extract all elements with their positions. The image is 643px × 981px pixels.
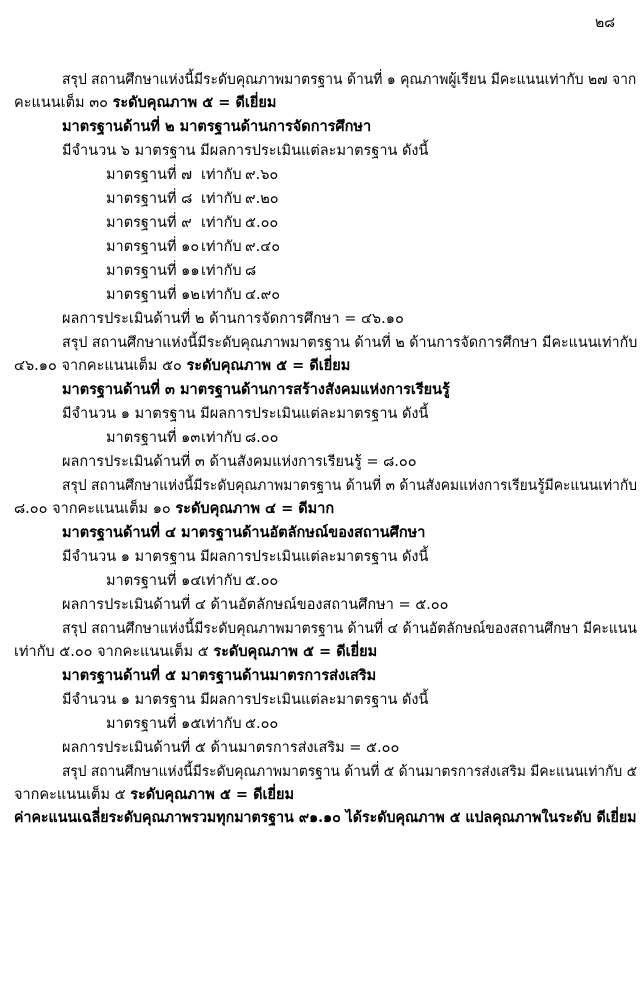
section2-heading: มาตรฐานด้านที่ ๒ มาตรฐานด้านการจัดการศึกษา (62, 118, 372, 135)
standard-item: มาตรฐานที่ ๑๑เท่ากับ ๘ (106, 263, 257, 279)
section4-level: ระดับคุณภาพ ๕ = ดีเยี่ยม (213, 643, 378, 660)
section3-level: ระดับคุณภาพ ๔ = ดีมาก (175, 500, 335, 517)
section5-level: ระดับคุณภาพ ๕ = ดีเยี่ยม (130, 786, 295, 803)
section4-result: ผลการประเมินด้านที่ ๔ ด้านอัตลักษณ์ของสถานศึกษา = ๕.๐๐ (62, 597, 449, 613)
section3-heading: มาตรฐานด้านที่ ๓ มาตรฐานด้านการสร้างสังคมแห่งการเรียนรู้ (62, 381, 450, 398)
standard-item: มาตรฐานที่ ๑๒เท่ากับ ๔.๙๐ (106, 287, 281, 303)
section3-summary-line2 (14, 499, 334, 519)
section5-result: ผลการประเมินด้านที่ ๕ ด้านมาตรการส่งเสริม = ๕.๐๐ (62, 740, 400, 756)
section4-intro: มีจำนวน ๑ มาตรฐาน มีผลการประเมินแต่ละมาตรฐาน ดังนี้ (62, 549, 429, 565)
section4-score: เท่ากับ ๕.๐๐ จากคะแนนเต็ม ๕ (14, 644, 214, 660)
section2-summary-line1: สรุป สถานศึกษาแห่งนี้มีระดับคุณภาพมาตรฐาน ด้านที่ ๒ ด้านการจัดการศึกษา มีคะแนนเท่ากับ (62, 335, 638, 351)
section2-score: ๔๖.๑๐ จากคะแนนเต็ม ๕๐ (14, 358, 187, 374)
section1-summary-line1: สรุป สถานศึกษาแห่งนี้มีระดับคุณภาพมาตรฐาน ด้านที่ ๑ คุณภาพผู้เรียน มีคะแนนเท่ากับ ๒๗ จาก (62, 72, 637, 88)
overall-summary: ค่าคะแนนเฉลี่ยระดับคุณภาพรวมทุกมาตรฐาน ๙๑.๑๐ ได้ระดับคุณภาพ ๕ แปลคุณภาพในระดับ ดีเยี่ยม (14, 809, 637, 826)
section3-summary-line1: สรุป สถานศึกษาแห่งนี้มีระดับคุณภาพมาตรฐาน ด้านที่ ๓ ด้านสังคมแห่งการเรียนรู้มีคะแนนเท่ากับ (62, 478, 638, 494)
section4-summary-line1: สรุป สถานศึกษาแห่งนี้มีระดับคุณภาพมาตรฐาน ด้านที่ ๔ ด้านอัตลักษณ์ของสถานศึกษา มีคะแนน (62, 621, 637, 637)
section5-intro: มีจำนวน ๑ มาตรฐาน มีผลการประเมินแต่ละมาตรฐาน ดังนี้ (62, 692, 429, 708)
section3-result: ผลการประเมินด้านที่ ๓ ด้านสังคมแห่งการเรียนรู้ = ๘.๐๐ (62, 454, 417, 470)
section2-summary-line2 (14, 356, 350, 376)
section4-summary-line2 (14, 642, 377, 662)
standard-item: มาตรฐานที่ ๑๓เท่ากับ ๘.๐๐ (106, 430, 279, 446)
section1-summary-line2 (14, 93, 276, 113)
section5-heading: มาตรฐานด้านที่ ๕ มาตรฐานด้านมาตรการส่งเสริม (62, 667, 377, 684)
section2-intro: มีจำนวน ๖ มาตรฐาน มีผลการประเมินแต่ละมาตรฐาน ดังนี้ (62, 143, 429, 159)
section1-score: คะแนนเต็ม ๓๐ (14, 95, 113, 111)
section2-result: ผลการประเมินด้านที่ ๒ ด้านการจัดการศึกษา = ๔๖.๑๐ (62, 311, 404, 327)
page-number: ๒๘ (594, 15, 615, 31)
standard-item: มาตรฐานที่ ๑๔เท่ากับ ๕.๐๐ (106, 573, 279, 589)
section4-heading: มาตรฐานด้านที่ ๔ มาตรฐานด้านอัตลักษณ์ของสถานศึกษา (62, 524, 426, 541)
section3-score: ๘.๐๐ จากคะแนนเต็ม ๑๐ (14, 501, 176, 517)
standard-item: มาตรฐานที่ ๑๕เท่ากับ ๕.๐๐ (106, 716, 279, 732)
section2-level: ระดับคุณภาพ ๕ = ดีเยี่ยม (186, 357, 351, 374)
standard-item: มาตรฐานที่ ๑๐ เท่ากับ ๙.๔๐ (106, 239, 281, 255)
standard-item: มาตรฐานที่ ๙ เท่ากับ ๕.๐๐ (106, 215, 279, 231)
section5-score: จากคะแนนเต็ม ๕ (14, 787, 131, 803)
standard-item: มาตรฐานที่ ๗ เท่ากับ ๙.๖๐ (106, 167, 279, 183)
section5-summary-line2 (14, 785, 294, 805)
section3-intro: มีจำนวน ๑ มาตรฐาน มีผลการประเมินแต่ละมาตรฐาน ดังนี้ (62, 406, 429, 422)
section1-level: ระดับคุณภาพ ๕ = ดีเยี่ยม (112, 94, 277, 111)
section5-summary-line1: สรุป สถานศึกษาแห่งนี้มีระดับคุณภาพมาตรฐาน ด้านที่ ๕ ด้านมาตรการส่งเสริม มีคะแนนเท่ากับ ๕ (62, 764, 637, 780)
standard-item: มาตรฐานที่ ๘ เท่ากับ ๙.๒๐ (106, 191, 279, 207)
